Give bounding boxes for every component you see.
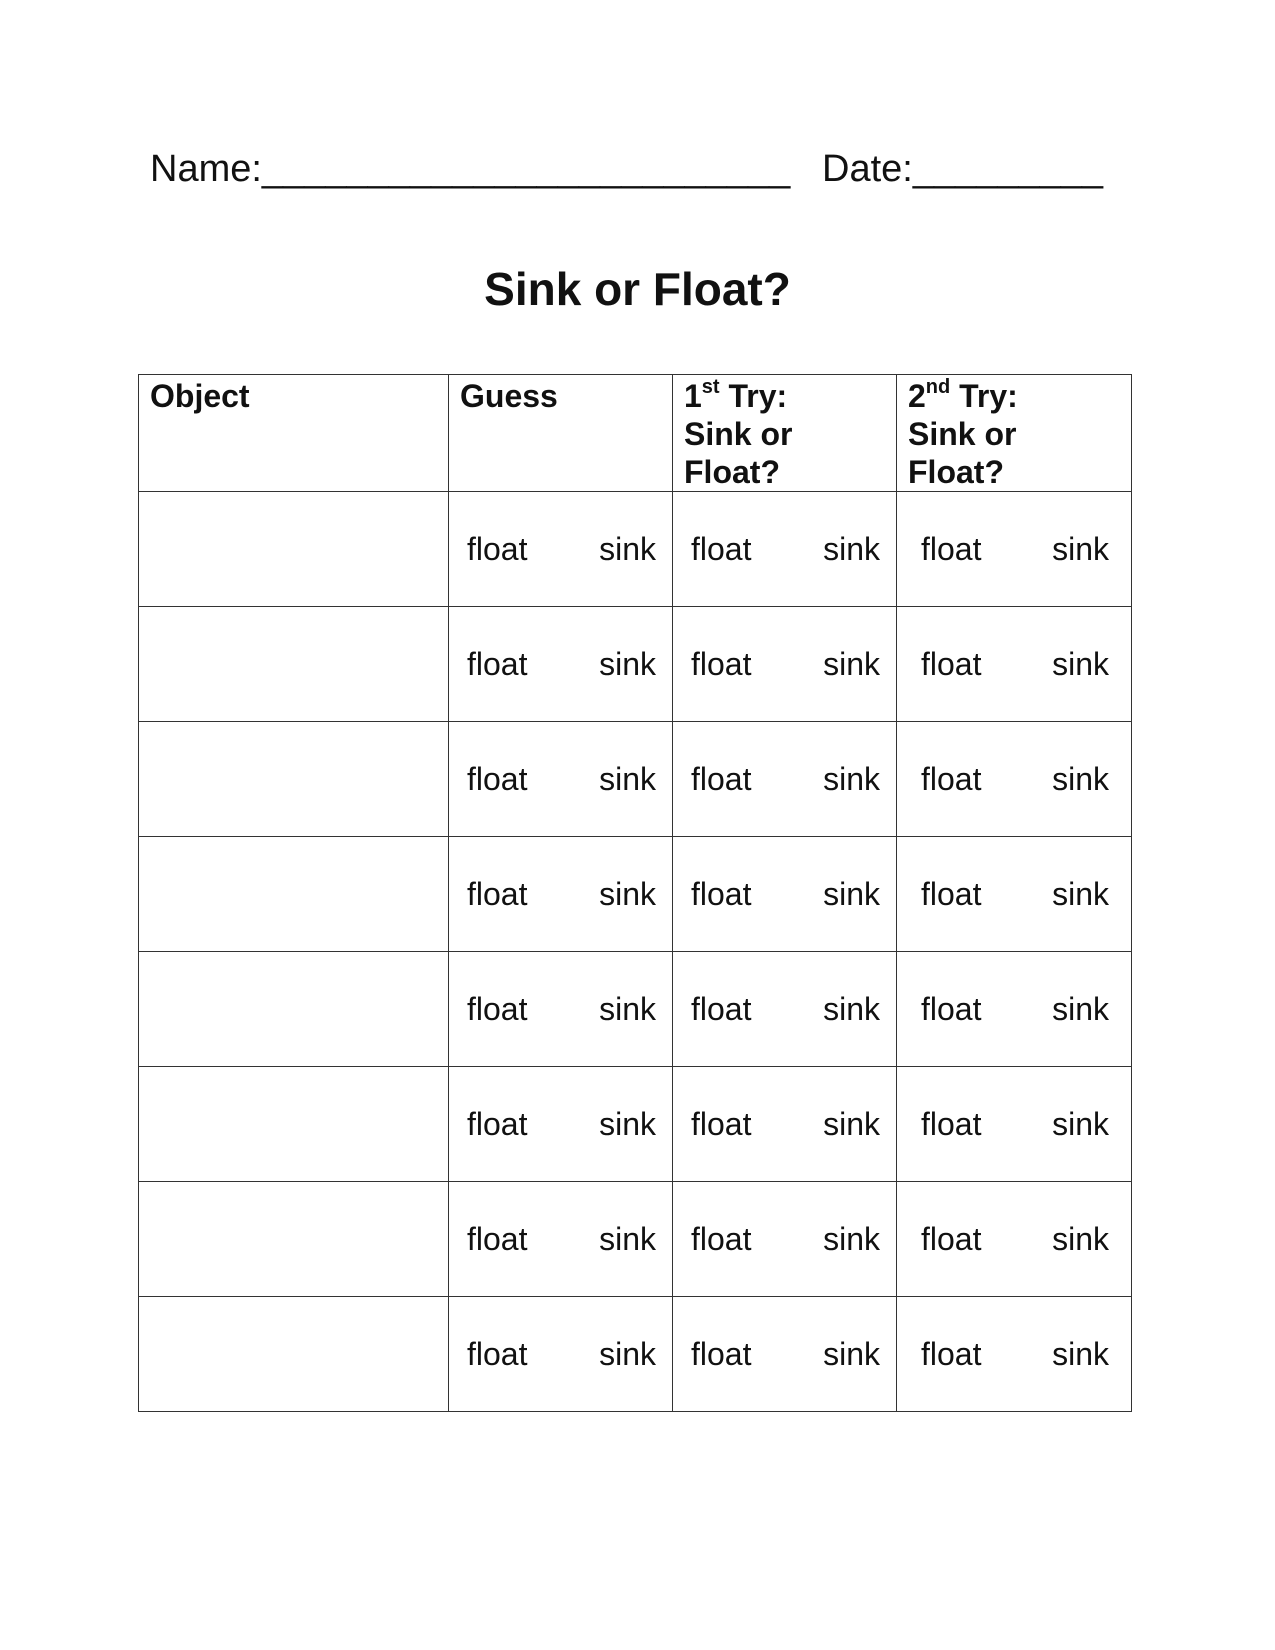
table-row <box>139 722 1132 837</box>
table-row <box>139 837 1132 952</box>
second-try-choices <box>897 646 1131 683</box>
sink-option[interactable]: sink <box>823 875 880 912</box>
float-option[interactable]: float <box>691 530 752 567</box>
float-option[interactable]: float <box>921 530 982 567</box>
sink-float-table <box>138 374 1132 1412</box>
guess-cell <box>449 1067 673 1182</box>
guess-cell <box>449 492 673 607</box>
first-try-cell <box>673 1067 897 1182</box>
sink-option[interactable]: sink <box>1052 1105 1109 1142</box>
object-cell[interactable] <box>139 952 449 1067</box>
float-option[interactable]: float <box>921 1105 982 1142</box>
guess-cell <box>449 607 673 722</box>
sink-option[interactable]: sink <box>823 530 880 567</box>
sink-option[interactable]: sink <box>823 990 880 1027</box>
sink-option[interactable]: sink <box>823 1335 880 1372</box>
table-row <box>139 952 1132 1067</box>
float-option[interactable]: float <box>467 1335 528 1372</box>
sink-option[interactable]: sink <box>1052 760 1109 797</box>
sink-option[interactable]: sink <box>1052 875 1109 912</box>
float-option[interactable]: float <box>921 1220 982 1257</box>
sink-option[interactable]: sink <box>1052 530 1109 567</box>
sink-option[interactable]: sink <box>599 990 656 1027</box>
guess-cell <box>449 1297 673 1412</box>
second-try-choices <box>897 1221 1131 1258</box>
float-option[interactable]: float <box>921 760 982 797</box>
second-try-choices <box>897 1106 1131 1143</box>
first-try-choices <box>673 876 896 913</box>
float-option[interactable]: float <box>467 990 528 1027</box>
header-guess: Guess <box>449 375 673 492</box>
guess-choices <box>449 761 672 798</box>
object-cell[interactable] <box>139 607 449 722</box>
float-option[interactable]: float <box>921 645 982 682</box>
float-option[interactable]: float <box>467 875 528 912</box>
object-cell[interactable] <box>139 492 449 607</box>
guess-choices <box>449 531 672 568</box>
name-date-line <box>150 148 1104 191</box>
sink-option[interactable]: sink <box>823 760 880 797</box>
first-try-cell <box>673 837 897 952</box>
float-option[interactable]: float <box>467 1220 528 1257</box>
page-title: Sink or Float? <box>484 263 791 315</box>
sink-option[interactable]: sink <box>599 1105 656 1142</box>
date-field[interactable]: Date:_________ <box>822 148 1104 190</box>
second-try-cell <box>897 1297 1132 1412</box>
guess-choices <box>449 876 672 913</box>
first-try-cell <box>673 722 897 837</box>
float-option[interactable]: float <box>691 1335 752 1372</box>
sink-option[interactable]: sink <box>1052 1335 1109 1372</box>
guess-cell <box>449 722 673 837</box>
object-cell[interactable] <box>139 837 449 952</box>
float-option[interactable]: float <box>691 990 752 1027</box>
first-try-choices <box>673 1221 896 1258</box>
object-cell[interactable] <box>139 1182 449 1297</box>
name-field[interactable]: Name:_________________________ <box>150 148 791 190</box>
header-first-try: 1st Try: Sink or Float? <box>673 375 897 492</box>
float-option[interactable]: float <box>467 1105 528 1142</box>
first-try-cell <box>673 1297 897 1412</box>
float-option[interactable]: float <box>921 990 982 1027</box>
second-try-cell <box>897 1067 1132 1182</box>
sink-option[interactable]: sink <box>1052 1220 1109 1257</box>
sink-option[interactable]: sink <box>599 530 656 567</box>
header-object: Object <box>139 375 449 492</box>
sink-option[interactable]: sink <box>823 645 880 682</box>
guess-cell <box>449 952 673 1067</box>
table-row <box>139 607 1132 722</box>
table-header-row <box>139 375 1132 492</box>
sink-option[interactable]: sink <box>1052 990 1109 1027</box>
float-option[interactable]: float <box>691 1105 752 1142</box>
guess-choices <box>449 1336 672 1373</box>
first-try-cell <box>673 492 897 607</box>
float-option[interactable]: float <box>467 530 528 567</box>
guess-cell <box>449 837 673 952</box>
first-try-choices <box>673 991 896 1028</box>
float-option[interactable]: float <box>921 875 982 912</box>
sink-option[interactable]: sink <box>823 1220 880 1257</box>
first-try-choices <box>673 1106 896 1143</box>
first-try-choices <box>673 1336 896 1373</box>
table-row <box>139 1297 1132 1412</box>
guess-choices <box>449 991 672 1028</box>
table-row <box>139 1182 1132 1297</box>
second-try-choices <box>897 531 1131 568</box>
object-cell[interactable] <box>139 1067 449 1182</box>
first-try-choices <box>673 761 896 798</box>
second-try-choices <box>897 1336 1131 1373</box>
sink-option[interactable]: sink <box>599 1220 656 1257</box>
float-option[interactable]: float <box>921 1335 982 1372</box>
sink-option[interactable]: sink <box>599 645 656 682</box>
first-try-cell <box>673 1182 897 1297</box>
second-try-cell <box>897 1182 1132 1297</box>
float-option[interactable]: float <box>467 645 528 682</box>
sink-option[interactable]: sink <box>599 1335 656 1372</box>
guess-choices <box>449 646 672 683</box>
guess-cell <box>449 1182 673 1297</box>
header-second-try: 2nd Try: Sink or Float? <box>897 375 1132 492</box>
float-option[interactable]: float <box>467 760 528 797</box>
sink-option[interactable]: sink <box>1052 645 1109 682</box>
sink-option[interactable]: sink <box>599 875 656 912</box>
table-row <box>139 492 1132 607</box>
guess-choices <box>449 1221 672 1258</box>
guess-choices <box>449 1106 672 1143</box>
first-try-choices <box>673 646 896 683</box>
second-try-choices <box>897 761 1131 798</box>
float-option[interactable]: float <box>691 1220 752 1257</box>
second-try-cell <box>897 837 1132 952</box>
first-try-choices <box>673 531 896 568</box>
float-option[interactable]: float <box>691 875 752 912</box>
first-try-cell <box>673 952 897 1067</box>
object-cell[interactable] <box>139 1297 449 1412</box>
second-try-cell <box>897 722 1132 837</box>
float-option[interactable]: float <box>691 645 752 682</box>
object-cell[interactable] <box>139 722 449 837</box>
sink-option[interactable]: sink <box>599 760 656 797</box>
float-option[interactable]: float <box>691 760 752 797</box>
second-try-cell <box>897 492 1132 607</box>
second-try-cell <box>897 952 1132 1067</box>
first-try-cell <box>673 607 897 722</box>
sink-option[interactable]: sink <box>823 1105 880 1142</box>
second-try-cell <box>897 607 1132 722</box>
second-try-choices <box>897 876 1131 913</box>
second-try-choices <box>897 991 1131 1028</box>
table-row <box>139 1067 1132 1182</box>
